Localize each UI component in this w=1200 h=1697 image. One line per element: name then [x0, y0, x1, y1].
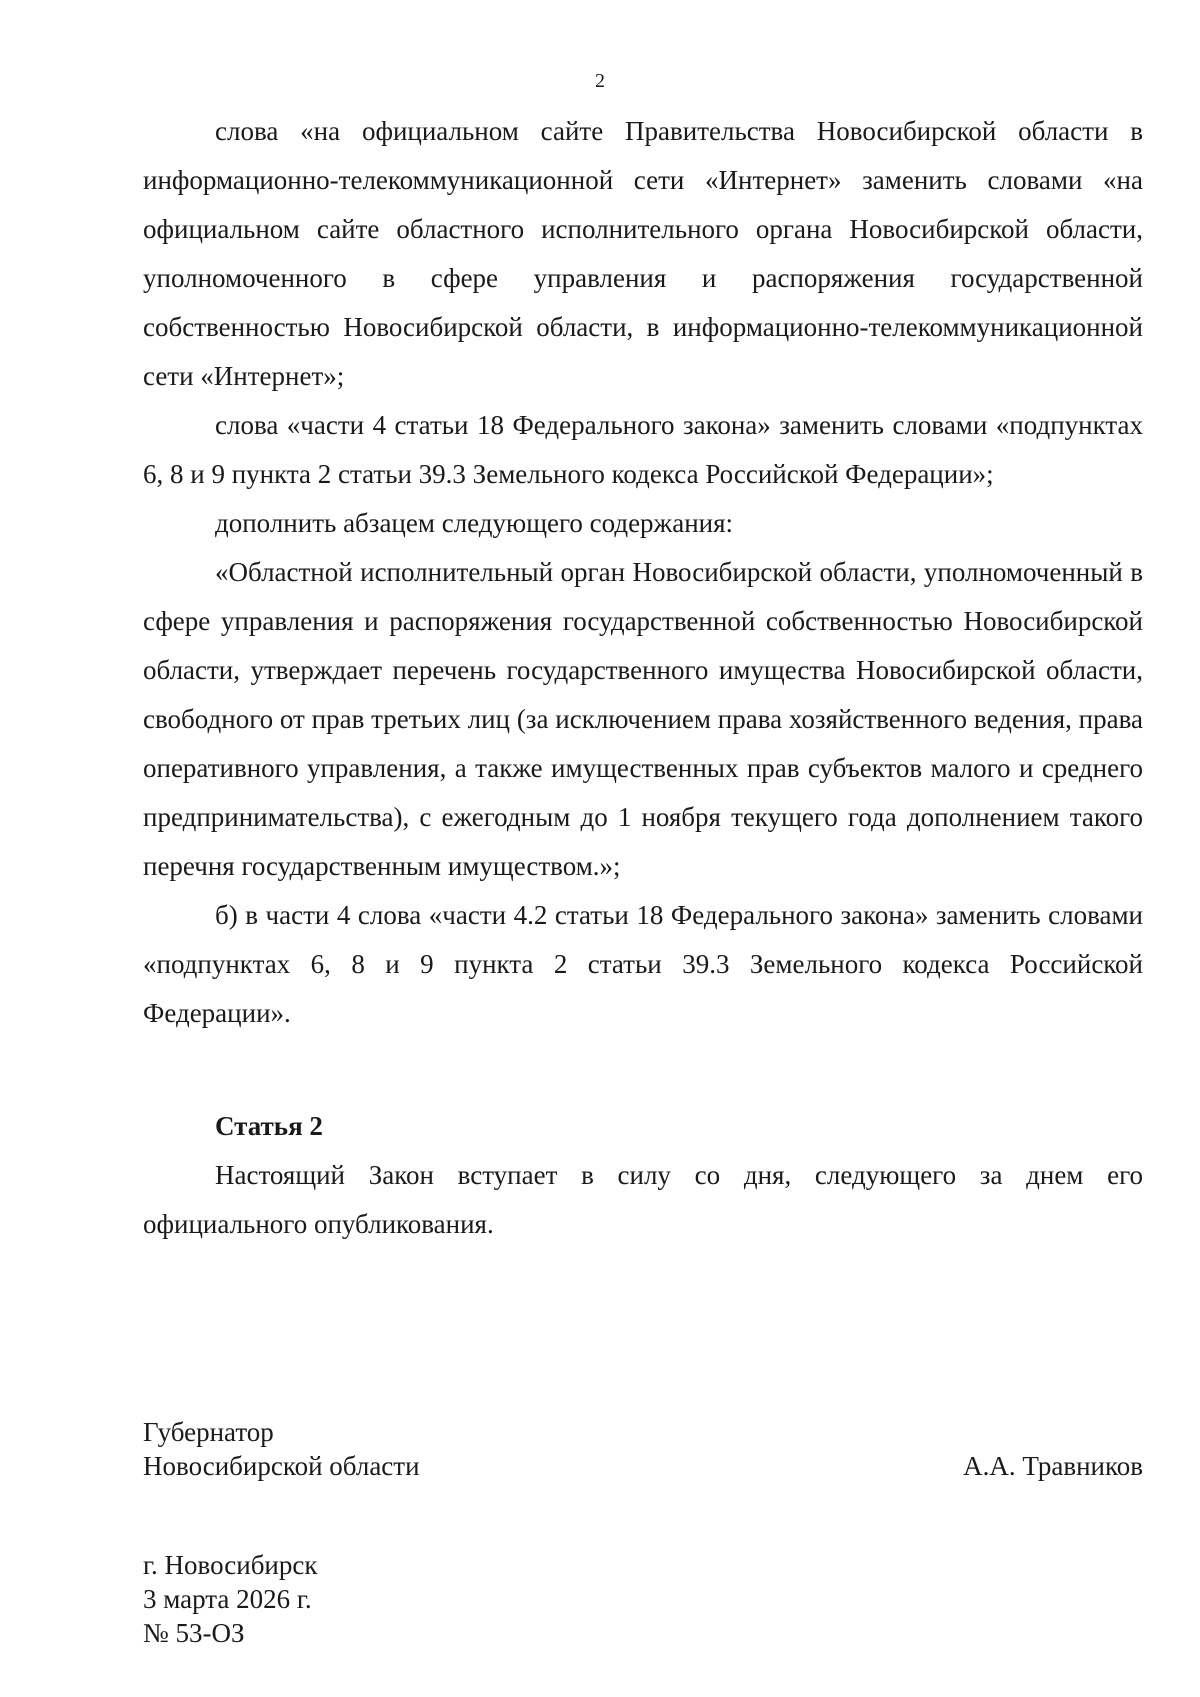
signatory-position-line-1: Губернатор: [143, 1417, 274, 1447]
signatory-name: А.А. Травников: [963, 1451, 1143, 1481]
signatory-position: [143, 1415, 420, 1483]
paragraph-site-replacement: слова «на официальном сайте Правительства Новосибирской области в информационно-телекоммуникационной сети «Интернет» заменить словами «на официальном сайте областного исполнительного органа Новосибирской области, уполномоченного в сфере управления и распоряжения государственной собственностью Новосибирской области, в информационно-телекоммуникационной сети «Интернет»;: [143, 116, 1143, 391]
paragraph-part-reference: слова «части 4 статьи 18 Федерального закона» заменить словами «подпунктах 6, 8 и 9 пункта 2 статьи 39.3 Земельного кодекса Российской Федерации»;: [143, 410, 1143, 489]
section-spacer: [143, 1038, 1143, 1102]
document-footer: [143, 1548, 318, 1650]
paragraph-new-clause: «Областной исполнительный орган Новосибирской области, уполномоченный в сфере управления и распоряжения государственной собственностью Новосибирской области, утверждает перечень государственного имущества Новосибирской области, свободного от прав третьих лиц (за исключением права хозяйственного ведения, права оперативного управления, а также имущественных прав субъектов малого и среднего предпринимательства), с ежегодным до 1 ноября текущего года дополнением такого перечня государственным имуществом.»;: [143, 557, 1143, 881]
article-2-text: Настоящий Закон вступает в силу со дня, следующего за днем его официального опубликования.: [143, 1160, 1143, 1239]
document-body: [143, 107, 1143, 1249]
paragraph-part-4-amendment: б) в части 4 слова «части 4.2 статьи 18 Федерального закона» заменить словами «подпунктах 6, 8 и 9 пункта 2 статьи 39.3 Земельного кодекса Российской Федерации».: [143, 900, 1143, 1028]
article-2-heading: Статья 2: [215, 1111, 323, 1141]
signature-block: [143, 1415, 1143, 1483]
page-number: 2: [595, 70, 605, 92]
footer-number: № 53-ОЗ: [143, 1618, 245, 1648]
footer-city: г. Новосибирск: [143, 1550, 318, 1580]
paragraph-add-clause: дополнить абзацем следующего содержания:: [215, 508, 734, 538]
footer-date: 3 марта 2026 г.: [143, 1584, 312, 1614]
signatory-position-line-2: Новосибирской области: [143, 1451, 420, 1481]
